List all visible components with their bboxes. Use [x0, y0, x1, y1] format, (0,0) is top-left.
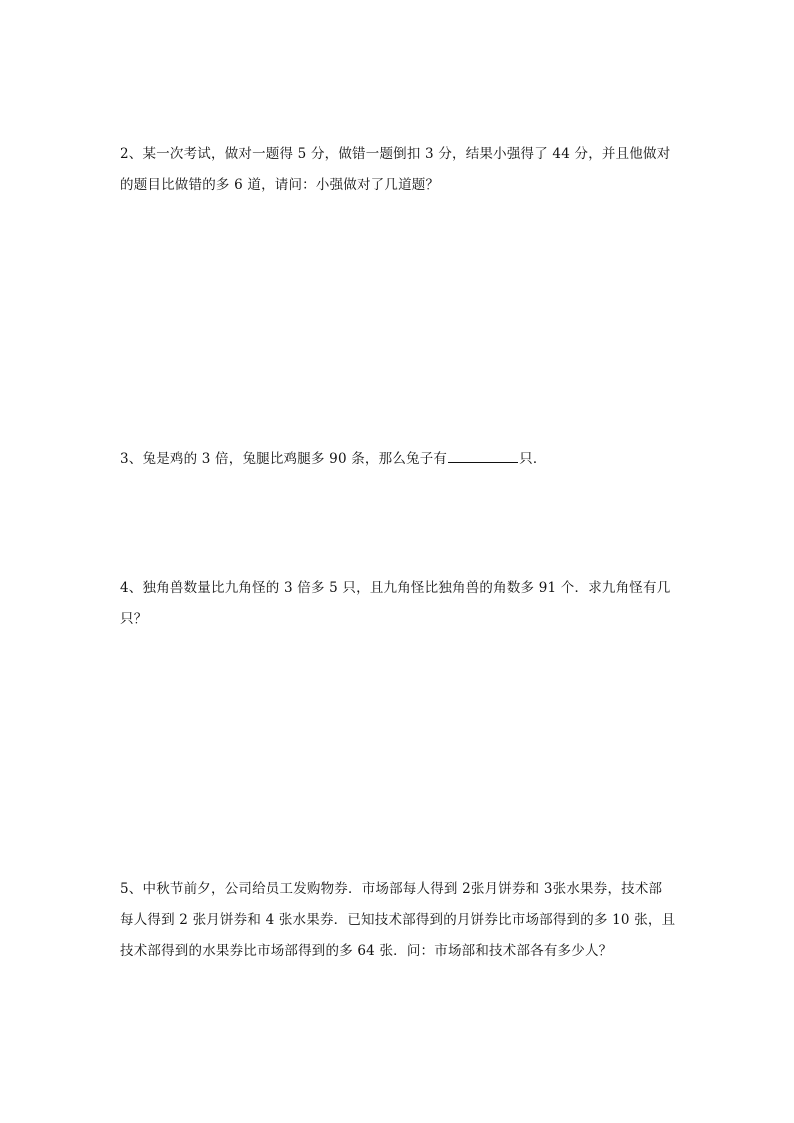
problem-4-line-2: 只？ — [120, 611, 148, 627]
problem-5 — [120, 874, 690, 967]
problem-2-line-2: 的题目比做错的多 6 道，请问：小强做对了几道题？ — [120, 177, 440, 193]
answer-blank[interactable] — [448, 448, 518, 463]
problem-3-text-before-blank: 3、兔是鸡的 3 倍，兔腿比鸡腿多 90 条，那么兔子有 — [120, 451, 448, 467]
problem-3-text-after-blank: 只． — [519, 451, 547, 467]
problem-5-line-2: 每人得到 2 张月饼券和 4 张水果券．已知技术部得到的月饼券比市场部得到的多 10 张，且 — [120, 912, 676, 928]
problem-2-line-1: 2、某一次考试，做对一题得 5 分，做错一题倒扣 3 分，结果小强得了 44 分，并且他做对 — [120, 146, 671, 162]
problem-3 — [120, 444, 690, 475]
problem-5-line-3: 技术部得到的水果券比市场部得到的多 64 张．问：市场部和技术部各有多少人？ — [120, 943, 613, 959]
problem-2 — [120, 139, 690, 201]
problem-4-line-1: 4、独角兽数量比九角怪的 3 倍多 5 只，且九角怪比独角兽的角数多 91 个．求九角怪有几 — [120, 580, 671, 596]
problem-4 — [120, 573, 690, 635]
problem-5-line-1: 5、中秋节前夕，公司给员工发购物券．市场部每人得到 2张月饼券和 3张水果券，技术部 — [120, 881, 663, 897]
problem-3-line-1 — [120, 444, 690, 475]
